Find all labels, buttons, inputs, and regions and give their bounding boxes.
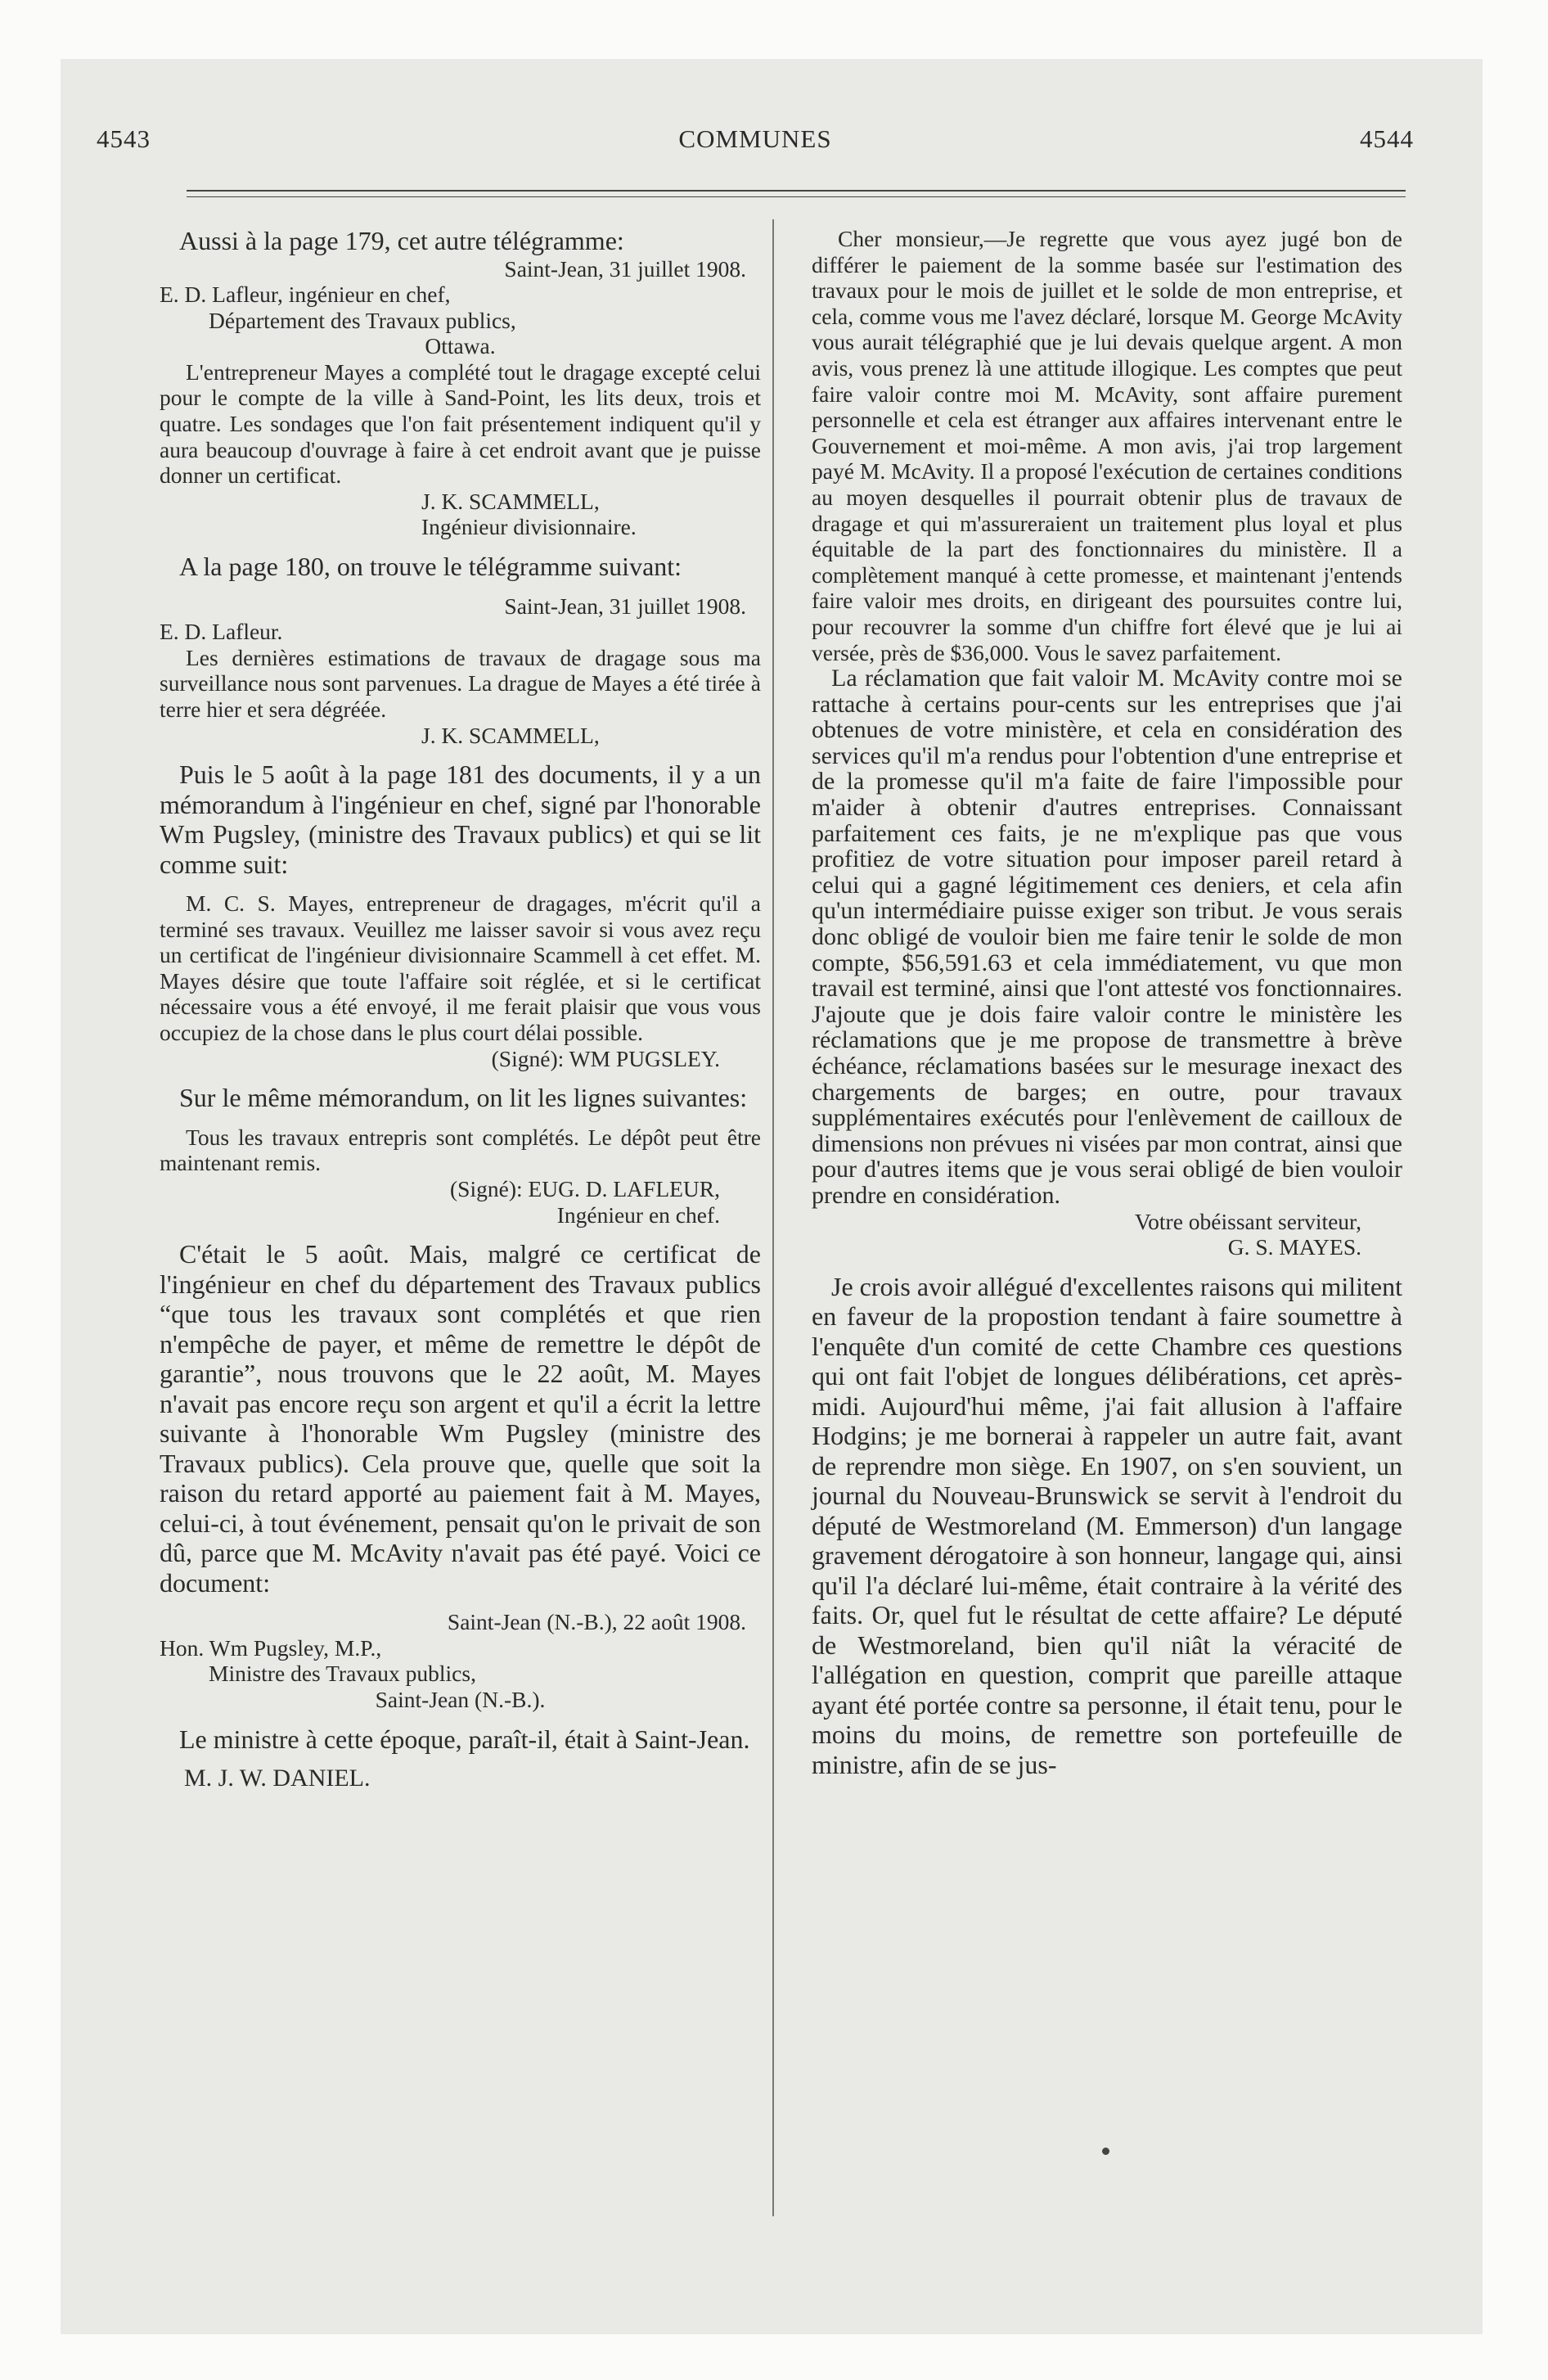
speaker-name: M. J. W. DANIEL. bbox=[184, 1765, 371, 1792]
paragraph: Le ministre à cette époque, paraît-il, était à Saint-Jean. bbox=[179, 1724, 750, 1754]
right-column bbox=[812, 226, 1402, 1779]
letter-body: Cher monsieur,—Je regrette que vous ayez jugé bon de différer le paiement de la somme basée sur l'estimation des travaux pour le mois de juillet et le solde de mon entreprise, et cela, comme vous me l'avez déclaré, lorsque M. George McAvity vous aurait télégraphié que je lui devais quelque argent. A mon avis, vous prenez là une attitude illogique. Les comptes que peut faire valoir contre moi M. McAvity, sont affaire purement personnelle et cela est étranger aux affaires intervenant entre le Gouvernement et moi-même. A mon avis, j'ai trop largement payé M. McAvity. Il a proposé l'exécution de certaines conditions au moyen desquelles il pourrait obtenir plus de travaux de dragage et qui m'assureraient un traitement plus loyal et plus équitable de la part des fonctionnaires du ministère. Il a complètement manqué à cette promesse, et maintenant j'entends faire valoir mes droits, en dirigeant des poursuites contre lui, pour recouvrer la somme d'un chiffre fort élevé que je lui ai versée, près de $36,000. Vous le savez parfaitement. bbox=[812, 226, 1402, 665]
paragraph: Je crois avoir allégué d'excellentes raisons qui militent en faveur de la propostion tendant à faire soumettre à l'enquête d'un comité de cette Chambre ces questions qui ont fait l'objet de longues délibérations, cet après-midi. Aujourd'hui même, j'ai fait allusion à l'affaire Hodgins; je me bornerai à rappeler un autre fait, avant de reprendre mon siège. En 1907, on s'en souvient, un journal du Nouveau-Brunswick se servit à l'endroit du député de Westmoreland (M. Emmerson) d'un langage gravement dérogatoire à son honneur, langage qui, ainsi qu'il l'a déclaré lui-même, était contraire à la vérité des faits. Or, quel fut le résultat de cette affaire? Le député de Westmoreland, bien qu'il niât la véracité de l'allégation en question, comprit que pareille attaque ayant été portée contre sa personne, il était tenu, pour le moins du moins, de remettre son portefeuille de ministre, afin de se jus- bbox=[812, 1271, 1402, 1779]
paragraph: C'était le 5 août. Mais, malgré ce certificat de l'ingénieur en chef du département des Travaux publics “que tous les travaux sont complétés et que rien n'empêche de payer, et même de remettre le dépôt de garantie”, nous trouvons que le 22 août, M. Mayes n'avait pas encore reçu son argent et qu'il a écrit la lettre suivante à l'honorable Wm Pugsley (ministre des Travaux publics). Cela prouve que, quelle que soit la raison du retard apporté au paiement fait à M. Mayes, celui-ci, à tout événement, pensait qu'on le privait de son dû, parce que M. McAvity n'avait pas été payé. Voici ce document: bbox=[160, 1239, 761, 1598]
telegram-body: Les dernières estimations de travaux de dragage sous ma surveillance nous sont parvenues. La drague de Mayes a été tirée à terre hier et sera dégréée. bbox=[160, 644, 761, 722]
letter-addressee: Ministre des Travaux publics, bbox=[209, 1661, 476, 1687]
signature: (Signé): WM PUGSLEY. bbox=[491, 1045, 720, 1071]
signature-title: Ingénieur divisionnaire. bbox=[421, 514, 637, 540]
telegram-addressee: E. D. Lafleur. bbox=[160, 619, 283, 645]
memorandum-body: M. C. S. Mayes, entrepreneur de dragages, m'écrit qu'il a terminé ses travaux. Veuillez me laisser savoir si vous avez reçu un certificat de l'ingénieur divisionnaire Scammell à cet effet. M. Mayes désire que toute l'affaire soit réglée, et si le certificat nécessaire vous a été envoyé, il me ferait plaisir que vous vous occupiez de la chose dans le plus court délai possible. bbox=[160, 890, 761, 1046]
header-rule bbox=[187, 190, 1406, 192]
telegram-dateline: Saint-Jean, 31 juillet 1908. bbox=[504, 255, 746, 282]
telegram-addressee: Ottawa. bbox=[425, 333, 496, 359]
signature: (Signé): EUG. D. LAFLEUR, bbox=[450, 1175, 720, 1201]
signature: J. K. SCAMMELL, bbox=[421, 722, 600, 748]
telegram-addressee: Département des Travaux publics, bbox=[209, 307, 516, 333]
note-body: Tous les travaux entrepris sont complétés. Le dépôt peut être maintenant remis. bbox=[160, 1124, 761, 1176]
letter-dateline: Saint-Jean (N.-B.), 22 août 1908. bbox=[447, 1609, 746, 1635]
telegram-body: L'entrepreneur Mayes a complété tout le dragage excepté celui pour le compte de la ville à Sand-Point, les lits deux, trois et quatre. Les sondages que l'on fait présentement indiquent qu'il y aura beaucoup d'ouvrage à faire à cet endroit avant que je puisse donner un certificat. bbox=[160, 358, 761, 489]
letter-body: La réclamation que fait valoir M. McAvity contre moi se rattache à certains pour-cents sur les entreprises que j'ai obtenues de votre ministère, et cela en considération des services qu'il m'a rendus pour l'obtention d'une entreprise et de la promesse qu'il m'a faite de faire l'impossible pour m'aider à obtenir d'autres entreprises. Connaissant parfaitement ces faits, je ne m'explique pas que vous profitiez de votre situation pour imposer pareil retard à celui qui a gagné légitimement ces deniers, et cela afin qu'un intermédiaire puisse exiger son tribut. Je vous serais donc obligé de vouloir bien me faire tenir le solde de mon compte, $56,591.63 et cela immédiatement, vu que mon travail est terminé, ainsi que l'ont attesté vos fonctionnaires. J'ajoute que je dois faire valoir contre le ministère les réclamations que je me propose de transmettre à brève échéance, réclamations basées sur le mesurage inexact des chargements de barges; en outre, pour travaux supplémentaires exécutés pour l'enlèvement de cailloux de dimensions non prévues ni visées par mon contrat, ainsi que pour d'autres items que je vous serai obligé de bien vouloir prendre en considération. bbox=[812, 665, 1402, 1209]
telegram-dateline: Saint-Jean, 31 juillet 1908. bbox=[504, 593, 746, 619]
signature: G. S. MAYES. bbox=[1227, 1234, 1361, 1260]
letter-addressee: Hon. Wm Pugsley, M.P., bbox=[160, 1634, 382, 1661]
left-column bbox=[160, 226, 761, 1792]
telegram-addressee: E. D. Lafleur, ingénieur en chef, bbox=[160, 282, 451, 308]
running-title: COMMUNES bbox=[678, 124, 832, 153]
paragraph: Aussi à la page 179, cet autre télégramme: bbox=[179, 226, 624, 255]
paragraph: Sur le même mémorandum, on lit les lignes suivantes: bbox=[179, 1083, 748, 1113]
letter-addressee: Saint-Jean (N.-B.). bbox=[375, 1686, 546, 1712]
letter-closing: Votre obéissant serviteur, bbox=[1134, 1208, 1361, 1234]
signature-title: Ingénieur en chef. bbox=[556, 1201, 720, 1228]
ink-speck bbox=[1102, 2148, 1109, 2155]
column-divider bbox=[772, 219, 774, 2216]
signature: J. K. SCAMMELL, bbox=[421, 488, 600, 514]
header-rule-thin bbox=[187, 196, 1406, 197]
paragraph: A la page 180, on trouve le télégramme suivant: bbox=[179, 552, 682, 582]
paragraph: Puis le 5 août à la page 181 des documents, il y a un mémorandum à l'ingénieur en chef, signé par l'honorable Wm Pugsley, (ministre des Travaux publics) et qui se lit comme suit: bbox=[160, 760, 761, 879]
page-header bbox=[97, 124, 1414, 165]
page-number-left: 4543 bbox=[97, 124, 151, 153]
page-number-right: 4544 bbox=[1360, 124, 1414, 153]
